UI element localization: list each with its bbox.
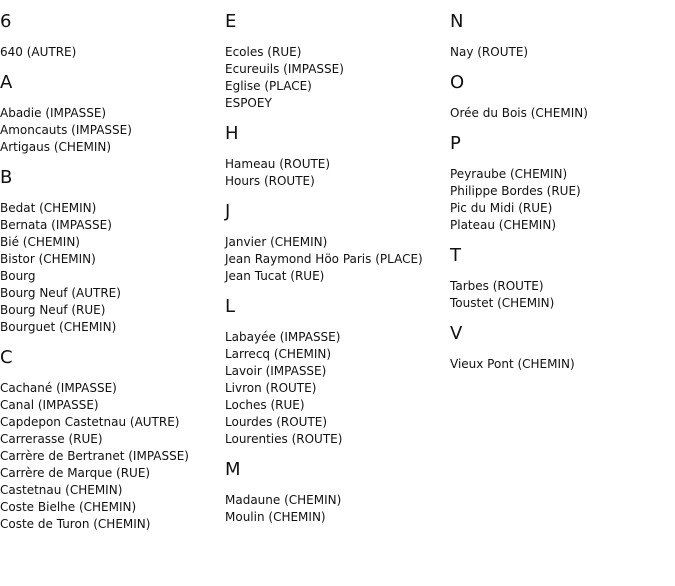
letter-section (225, 458, 423, 526)
street-entry: Toustet (CHEMIN) (450, 296, 555, 310)
letter-section (225, 295, 423, 448)
letter-section (450, 132, 588, 234)
street-index-column-1 (0, 0, 189, 533)
letter-section (225, 10, 423, 112)
letter-section (450, 322, 588, 373)
street-entry: Bourg (0, 269, 36, 283)
section-letter: L (225, 296, 236, 317)
street-index-column-2 (225, 0, 423, 526)
street-list (0, 44, 189, 61)
street-entry: Artigaus (CHEMIN) (0, 140, 112, 154)
street-entry: Capdepon Castetnau (AUTRE) (0, 415, 180, 429)
street-index-column-3 (450, 0, 588, 373)
street-entry: Lourdes (ROUTE) (225, 415, 328, 429)
street-list (450, 44, 588, 61)
street-entry: Bedat (CHEMIN) (0, 201, 97, 215)
letter-section (450, 71, 588, 122)
street-entry: Loches (RUE) (225, 398, 305, 412)
street-entry: Castetnau (CHEMIN) (0, 483, 123, 497)
street-list (450, 356, 588, 373)
section-letter: E (225, 11, 237, 32)
street-entry: Larrecq (CHEMIN) (225, 347, 332, 361)
street-entry: Moulin (CHEMIN) (225, 510, 326, 524)
street-entry: Abadie (IMPASSE) (0, 106, 107, 120)
section-letter: A (0, 72, 13, 93)
street-entry: Janvier (CHEMIN) (225, 235, 328, 249)
street-entry: Bié (CHEMIN) (0, 235, 80, 249)
street-entry: Coste de Turon (CHEMIN) (0, 517, 151, 531)
street-entry: Jean Tucat (RUE) (225, 269, 325, 283)
section-letter: M (225, 459, 241, 480)
street-entry: Plateau (CHEMIN) (450, 218, 557, 232)
street-list (0, 105, 189, 156)
street-entry: Vieux Pont (CHEMIN) (450, 357, 575, 371)
street-entry: Madaune (CHEMIN) (225, 493, 342, 507)
street-entry: Lavoir (IMPASSE) (225, 364, 327, 378)
letter-section (0, 71, 189, 156)
street-entry: 640 (AUTRE) (0, 45, 77, 59)
street-entry: Ecureuils (IMPASSE) (225, 62, 344, 76)
street-entry: Lourenties (ROUTE) (225, 432, 343, 446)
section-letter: P (450, 133, 461, 154)
section-letter: V (450, 323, 463, 344)
street-entry: Labayée (IMPASSE) (225, 330, 341, 344)
street-entry: Bourg Neuf (RUE) (0, 303, 106, 317)
letter-section (0, 10, 189, 61)
street-list (450, 278, 588, 312)
street-entry: Ecoles (RUE) (225, 45, 302, 59)
street-entry: Pic du Midi (RUE) (450, 201, 553, 215)
section-letter: H (225, 123, 239, 144)
section-letter: T (450, 245, 461, 266)
section-letter: C (0, 347, 13, 368)
street-entry: Jean Raymond Höo Paris (PLACE) (225, 252, 423, 266)
street-entry: Canal (IMPASSE) (0, 398, 99, 412)
street-list (0, 380, 189, 533)
street-entry: Bernata (IMPASSE) (0, 218, 112, 232)
street-entry: ESPOEY (225, 96, 272, 110)
section-letter: J (225, 201, 231, 222)
street-list (450, 166, 588, 234)
street-entry: Amoncauts (IMPASSE) (0, 123, 132, 137)
letter-section (225, 122, 423, 190)
street-list (450, 105, 588, 122)
street-entry: Carrère de Marque (RUE) (0, 466, 151, 480)
street-entry: Livron (ROUTE) (225, 381, 317, 395)
section-letter: 6 (0, 11, 12, 32)
street-entry: Nay (ROUTE) (450, 45, 529, 59)
street-entry: Carrère de Bertranet (IMPASSE) (0, 449, 189, 463)
street-list (225, 234, 423, 285)
street-entry: Bourg Neuf (AUTRE) (0, 286, 121, 300)
street-list (225, 156, 423, 190)
street-list (0, 200, 189, 336)
street-entry: Cachané (IMPASSE) (0, 381, 117, 395)
street-entry: Peyraube (CHEMIN) (450, 167, 568, 181)
letter-section (450, 244, 588, 312)
letter-section (0, 346, 189, 533)
street-entry: Coste Bielhe (CHEMIN) (0, 500, 137, 514)
street-entry: Tarbes (ROUTE) (450, 279, 544, 293)
letter-section (450, 10, 588, 61)
street-entry: Philippe Bordes (RUE) (450, 184, 581, 198)
street-entry: Orée du Bois (CHEMIN) (450, 106, 588, 120)
section-letter: N (450, 11, 464, 32)
street-list (225, 329, 423, 448)
street-list (225, 44, 423, 112)
street-entry: Hameau (ROUTE) (225, 157, 331, 171)
section-letter: B (0, 167, 13, 188)
section-letter: O (450, 72, 465, 93)
street-entry: Bistor (CHEMIN) (0, 252, 96, 266)
letter-section (225, 200, 423, 285)
street-list (225, 492, 423, 526)
street-entry: Bourguet (CHEMIN) (0, 320, 117, 334)
street-entry: Hours (ROUTE) (225, 174, 315, 188)
street-entry: Eglise (PLACE) (225, 79, 312, 93)
letter-section (0, 166, 189, 336)
street-entry: Carrerasse (RUE) (0, 432, 103, 446)
